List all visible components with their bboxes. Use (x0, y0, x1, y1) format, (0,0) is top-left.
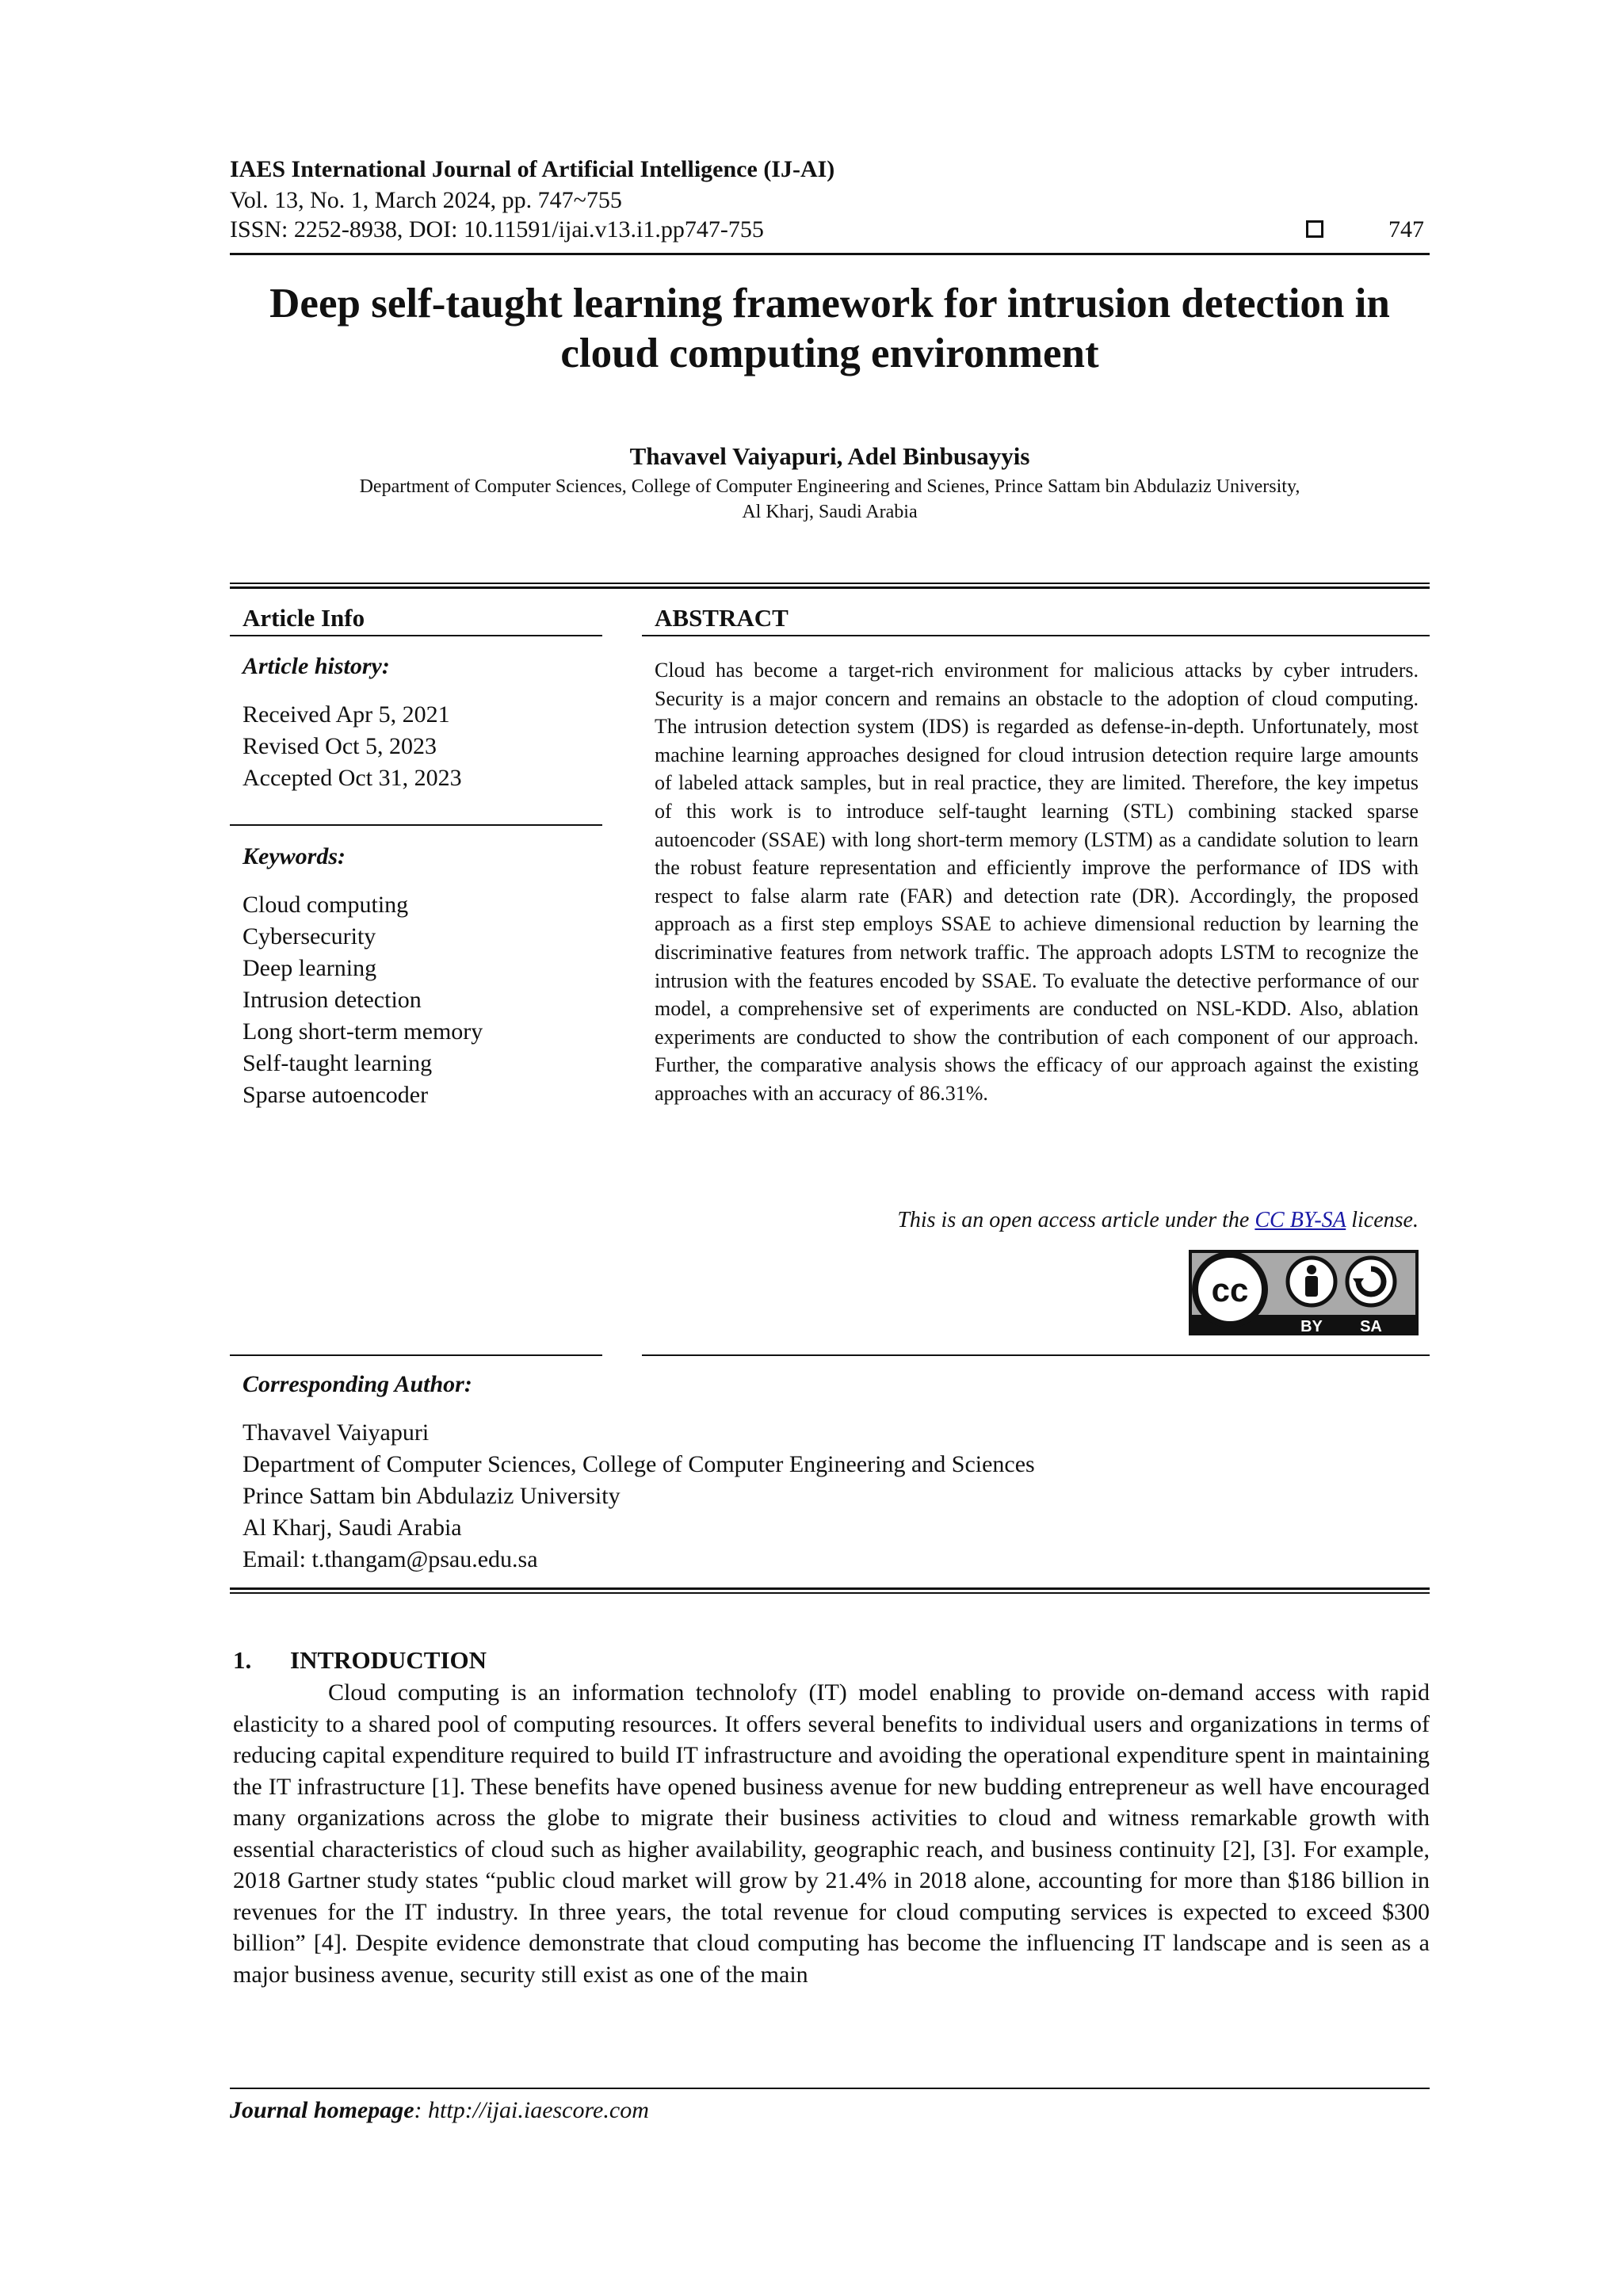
author-bottom-rule (230, 1592, 1430, 1594)
author-name: Thavavel Vaiyapuri (242, 1419, 430, 1446)
author-location: Al Kharj, Saudi Arabia (242, 1515, 462, 1541)
keyword-item: Long short-term memory (242, 1018, 483, 1045)
keyword-item: Sparse autoencoder (242, 1082, 429, 1108)
journal-homepage (230, 2097, 649, 2124)
title-line-2: cloud computing environment (560, 330, 1099, 376)
title-line-1: Deep self-taught learning framework for intrusion detection in (269, 281, 1390, 327)
license-note (897, 1208, 1419, 1233)
by-person-head (1307, 1265, 1316, 1274)
footer-rule (230, 2088, 1430, 2089)
info-top-rule (230, 583, 1430, 584)
header-rule (230, 253, 1430, 255)
keywords-bottom-rule (230, 1354, 602, 1356)
affiliation (230, 474, 1430, 525)
section-title: INTRODUCTION (290, 1646, 487, 1674)
article-history (242, 699, 462, 794)
keyword-item: Intrusion detection (242, 987, 422, 1013)
volume-info: Vol. 13, No. 1, March 2024, pp. 747~755 (230, 187, 622, 213)
license-prefix: This is an open access article under the (897, 1208, 1255, 1232)
page-number: 747 (1388, 216, 1424, 243)
issn-doi: ISSN: 2252-8938, DOI: 10.11591/ijai.v13.i1.pp747-755 (230, 216, 764, 243)
paper-title (230, 279, 1430, 379)
license-link[interactable]: CC BY-SA (1254, 1208, 1346, 1232)
cc-by-sa-badge[interactable] (1189, 1250, 1419, 1335)
keyword-item: Cybersecurity (242, 923, 376, 949)
by-person-body (1305, 1276, 1318, 1297)
corresponding-author-label: Corresponding Author: (242, 1371, 472, 1397)
author-department: Department of Computer Sciences, College of Computer Engineering and Sciences (242, 1451, 1035, 1477)
corresponding-author-details (242, 1417, 1035, 1576)
article-info-heading: Article Info (242, 604, 365, 632)
author-email[interactable]: Email: t.thangam@psau.edu.sa (242, 1546, 538, 1572)
affiliation-line-2: Al Kharj, Saudi Arabia (742, 502, 918, 522)
square-bullet-icon (1306, 220, 1323, 238)
article-info-rule (230, 635, 602, 636)
badge-by-label: BY (1300, 1318, 1323, 1335)
cc-letters: cc (1211, 1271, 1249, 1308)
abstract-bottom-rule (642, 1354, 1430, 1356)
keyword-list (242, 889, 483, 1111)
author-bottom-rule-thick (230, 1587, 1430, 1590)
author-list: Thavavel Vaiyapuri, Adel Binbusayyis (629, 442, 1030, 470)
abstract-heading: ABSTRACT (655, 604, 789, 632)
history-accepted: Accepted Oct 31, 2023 (242, 765, 462, 791)
history-revised: Revised Oct 5, 2023 (242, 733, 437, 759)
section-heading (233, 1646, 487, 1675)
keywords-label: Keywords: (242, 843, 346, 869)
keyword-item: Cloud computing (242, 892, 409, 918)
abstract-text: Cloud has become a target-rich environment for malicious attacks by cyber intruders. Security is a major concern and remains an obstacle to the adoption of cloud computing. The intrusion detection system (IDS) is regarded as defense-in-depth. Unfortunately, most machine learning approaches designed for cloud intrusion detection require large amounts of labeled attack samples, but in real practice, they are limited. Therefore, the key impetus of this work is to introduce self-taught learning (STL) combining stacked sparse autoencoder (SSAE) with long short-term memory (LSTM) as a candidate solution to learn the robust feature representation and efficiently improve the performance of IDS with respect to false alarm rate (FAR) and detection rate (DR). Accordingly, the proposed approach as a first step employs SSAE to achieve dimensional reduction by learning the discriminative features from network traffic. The approach adopts LSTM to recognize the intrusion with the features encoded by SSAE. To evaluate the detective performance of our model, a comprehensive set of experiments are conducted on NSL-KDD. Also, ablation experiments are conducted to show the contribution of each component of our approach. Further, the comparative analysis shows the efficacy of our approach against the existing approaches with an accuracy of 86.31%. (655, 659, 1419, 1105)
introduction-paragraph: Cloud computing is an information technolofy (IT) model enabling to provide on-demand access with rapid elasticity to a shared pool of computing resources. It offers several benefits to individual users and organizations in terms of reducing capital expenditure required to build IT infrastructure and avoiding the operational expenditure spent in maintaining the IT infrastructure [1]. These benefits have opened business avenue for new budding entrepreneur as well have encouraged many organizations across the globe to migrate their business activities to cloud and witness remarkable growth with essential characteristics of cloud such as higher availability, geographic reach, and business continuity [2], [3]. For example, 2018 Gartner study states “public cloud market will grow by 21.4% in 2018 alone, accounting for more than $186 billion in revenues for the IT industry. In three years, the total revenue for cloud computing services is expected to exceed $300 billion” [4]. Despite evidence demonstrate that cloud computing has become the influencing IT landscape and is seen as a major business avenue, security still exist as one of the main (233, 1679, 1430, 1988)
history-received: Received Apr 5, 2021 (242, 701, 450, 728)
author-university: Prince Sattam bin Abdulaziz University (242, 1483, 621, 1509)
affiliation-line-1: Department of Computer Sciences, College of Computer Engineering and Scienes, Prince Sattam bin Abdulaziz University, (359, 476, 1300, 497)
journal-name: IAES International Journal of Artificial Intelligence (IJ-AI) (230, 156, 835, 182)
badge-sa-label: SA (1360, 1318, 1382, 1335)
sa-share-icon (1347, 1258, 1395, 1305)
keyword-item: Deep learning (242, 955, 377, 981)
section-number: 1. (233, 1646, 252, 1674)
homepage-label: Journal homepage (230, 2097, 414, 2123)
abstract-rule (642, 635, 1430, 636)
article-history-label: Article history: (242, 653, 390, 679)
history-rule (230, 824, 602, 826)
keyword-item: Self-taught learning (242, 1050, 433, 1076)
info-top-rule-thick (230, 586, 1430, 589)
homepage-url[interactable]: : http://ijai.iaescore.com (414, 2097, 649, 2123)
license-suffix: license. (1346, 1208, 1419, 1232)
